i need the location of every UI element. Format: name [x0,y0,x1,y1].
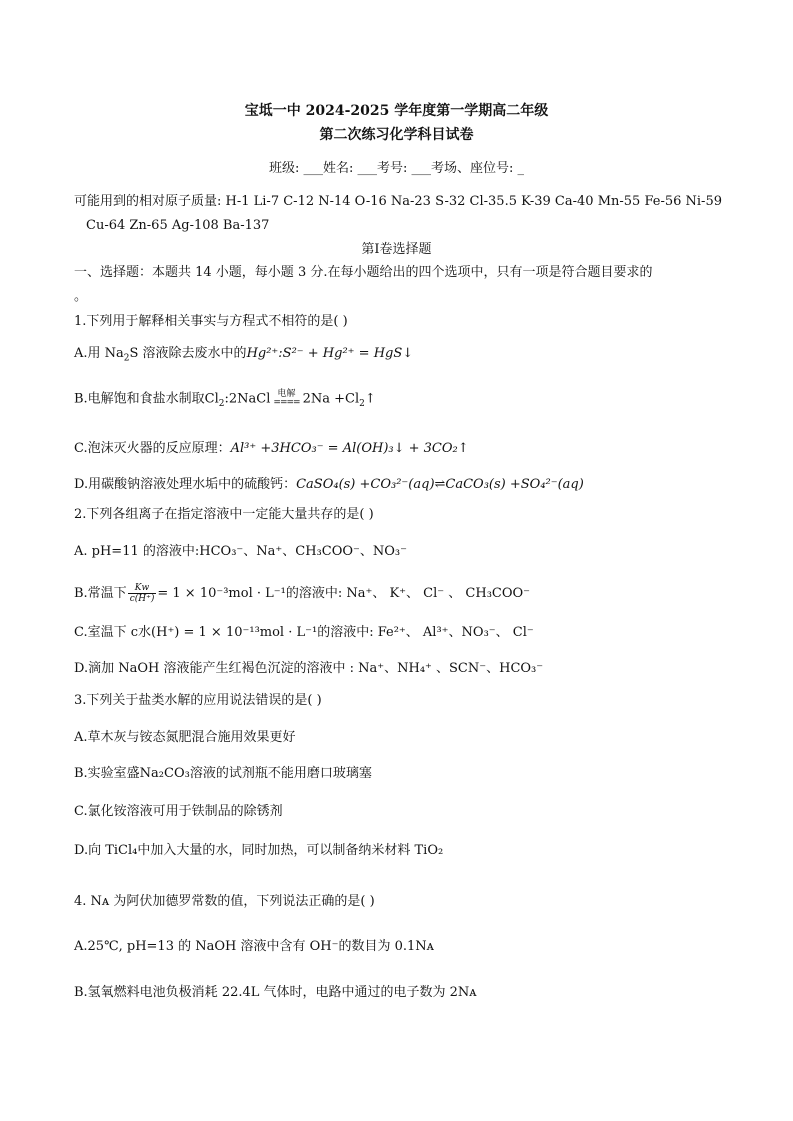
question-4-stem: 4. Nᴀ 为阿伏加德罗常数的值，下列说法正确的是( ) [74,894,375,909]
question-1-stem: 1.下列用于解释相关事实与方程式不相符的是( ) [74,314,348,329]
question-1-option-b: B.电解饱和食盐水制取$Cl_2:2NaCl$ 电解 ==== $2Na +Cl_2↑$ [74,389,376,410]
equation-a: Hg²⁺:S²⁻ + Hg²⁺ = HgS↓ [246,346,414,361]
question-4-option-b: B.氢氧燃料电池负极消耗 22.4L 气体时，电路中通过的电子数为 2Nᴀ [74,985,477,1000]
equation-d: CaSO₄(s) +CO₃²⁻(aq)⇌CaCO₃(s) +SO₄²⁻(aq) [296,477,584,492]
kw-fraction: $\frac{Kw}{c(H^+)}$ [129,583,155,604]
section-instructions: 一、选择题：本题共 14 小题，每小题 3 分.在每小题给出的四个选项中，只有一项是符合题目要求的 [74,265,653,280]
volume-title: 第Ⅰ卷选择题 [361,242,432,257]
electrolysis-condition: 电解 ==== [273,389,300,408]
question-3-option-c: C.氯化铵溶液可用于铁制品的除锈剂 [74,804,283,819]
question-3-option-b: B.实验室盛Na₂CO₃溶液的试剂瓶不能用磨口玻璃塞 [74,766,372,781]
atomic-masses-line-2: Cu-64 Zn-65 Ag-108 Ba-137 [86,218,270,233]
question-2-option-c: C.室温下 c水(H⁺) = 1 × 10⁻¹³mol · L⁻¹的溶液中: Fe²⁺、 Al³⁺、NO₃⁻、 Cl⁻ [74,625,534,640]
question-4-option-a: A.25℃, pH=13 的 NaOH 溶液中含有 OH⁻的数目为 0.1Nᴀ [74,939,434,954]
question-2-option-a: A. pH=11 的溶液中:HCO₃⁻、Na⁺、CH₃COO⁻、NO₃⁻ [74,544,407,559]
atomic-masses-line-1: 可能用到的相对原子质量: H-1 Li-7 C-12 N-14 O-16 Na-23 S-32 Cl-35.5 K-39 Ca-40 Mn-55 Fe-56 Ni-59 [74,194,722,209]
question-3-option-a: A.草木灰与铵态氮肥混合施用效果更好 [74,730,296,745]
exam-subtitle: 第二次练习化学科目试卷 [319,127,474,143]
question-2-option-b: B.常温下 $\frac{Kw}{c(H^+)}$ = 1 × 10⁻³mol · L⁻¹的溶液中: Na⁺、 K⁺、 Cl⁻ 、 CH₃COO⁻ [74,583,531,604]
question-1-option-d: D.用碳酸钠溶液处理水垢中的硫酸钙：CaSO₄(s) +CO₃²⁻(aq)⇌CaCO₃(s) +SO₄²⁻(aq) [74,477,584,492]
section-instructions-cont: 。 [74,289,88,304]
exam-title: 宝坻一中 2024-2025 学年度第一学期高二年级 [244,103,549,119]
question-3-stem: 3.下列关于盐类水解的应用说法错误的是( ) [74,693,322,708]
question-3-option-d: D.向 TiCl₄中加入大量的水，同时加热，可以制备纳米材料 TiO₂ [74,843,444,858]
equation-c: Al³⁺ +3HCO₃⁻ = Al(OH)₃↓ + 3CO₂↑ [230,441,469,456]
student-info-line: 班级: ___姓名: ___考号: ___考场、座位号: _ [268,161,525,176]
question-1-option-a: A.用 $Na_2S$ 溶液除去废水中的Hg²⁺:S²⁻ + Hg²⁺ = HgS↓ [74,346,414,364]
question-1-option-c: C.泡沫灭火器的反应原理：Al³⁺ +3HCO₃⁻ = Al(OH)₃↓ + 3CO₂↑ [74,441,469,456]
question-2-option-d: D.滴加 NaOH 溶液能产生红褐色沉淀的溶液中 : Na⁺、NH₄⁺ 、SCN⁻、HCO₃⁻ [74,661,544,676]
question-2-stem: 2.下列各组离子在指定溶液中一定能大量共存的是( ) [74,507,374,522]
